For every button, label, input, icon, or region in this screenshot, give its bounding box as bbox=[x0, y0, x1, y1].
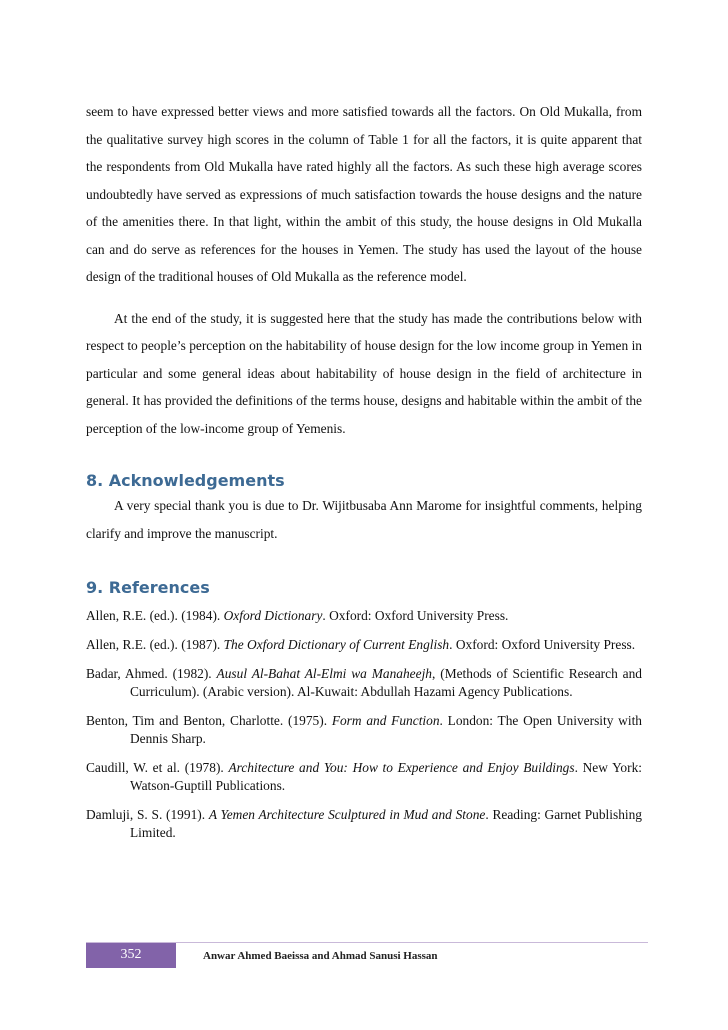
page-content bbox=[86, 98, 642, 853]
acknowledgements-heading: 8. Acknowledgements bbox=[86, 471, 285, 490]
body-paragraph-1: seem to have expressed better views and more satisfied towards all the factors. On Old Mukalla, from the qualitative survey high scores in the column of Table 1 for all the factors, it is quite apparent that the respondents from Old Mukalla have rated highly all the factors. As such these high average scores undoubtedly have served as expressions of much satisfaction towards the house designs and the nature of the amenities there. In that light, within the ambit of this study, the house designs in Old Mukalla can and do serve as references for the houses in Yemen. The study has used the layout of the house design of the traditional houses of Old Mukalla as the reference model. bbox=[86, 104, 642, 284]
reference-item: Badar, Ahmed. (1982). Ausul Al-Bahat Al-Elmi wa Manaheejh, (Methods of Scientific Research and Curriculum). (Arabic version). Al-Kuwait: Abdullah Hazami Agency Publications. bbox=[86, 666, 642, 699]
reference-list bbox=[86, 607, 642, 842]
page-number: 352 bbox=[86, 943, 176, 968]
body-paragraph-2: At the end of the study, it is suggested here that the study has made the contributions below with respect to people’s perception on the habitability of house design for the low income group in Yemen in particular and some general ideas about habitability of house design in the field of architecture in general. It has provided the definitions of the terms house, designs and habitable within the ambit of the perception of the low-income group of Yemenis. bbox=[86, 310, 642, 436]
reference-item: Benton, Tim and Benton, Charlotte. (1975). Form and Function. London: The Open University with Dennis Sharp. bbox=[86, 713, 642, 746]
reference-item: Caudill, W. et al. (1978). Architecture and You: How to Experience and Enjoy Buildings. New York: Watson-Guptill Publications. bbox=[86, 760, 642, 793]
acknowledgements-text: A very special thank you is due to Dr. Wijitbusaba Ann Marome for insightful comments, helping clarify and improve the manuscript. bbox=[86, 498, 642, 541]
footer-authors: Anwar Ahmed Baeissa and Ahmad Sanusi Hassan bbox=[203, 950, 438, 962]
reference-item: Allen, R.E. (ed.). (1984). Oxford Dictionary. Oxford: Oxford University Press. bbox=[86, 608, 509, 623]
reference-item: Allen, R.E. (ed.). (1987). The Oxford Dictionary of Current English. Oxford: Oxford University Press. bbox=[86, 637, 636, 652]
references-heading: 9. References bbox=[86, 578, 210, 597]
reference-item: Damluji, S. S. (1991). A Yemen Architecture Sculptured in Mud and Stone. Reading: Garnet Publishing Limited. bbox=[86, 807, 642, 840]
